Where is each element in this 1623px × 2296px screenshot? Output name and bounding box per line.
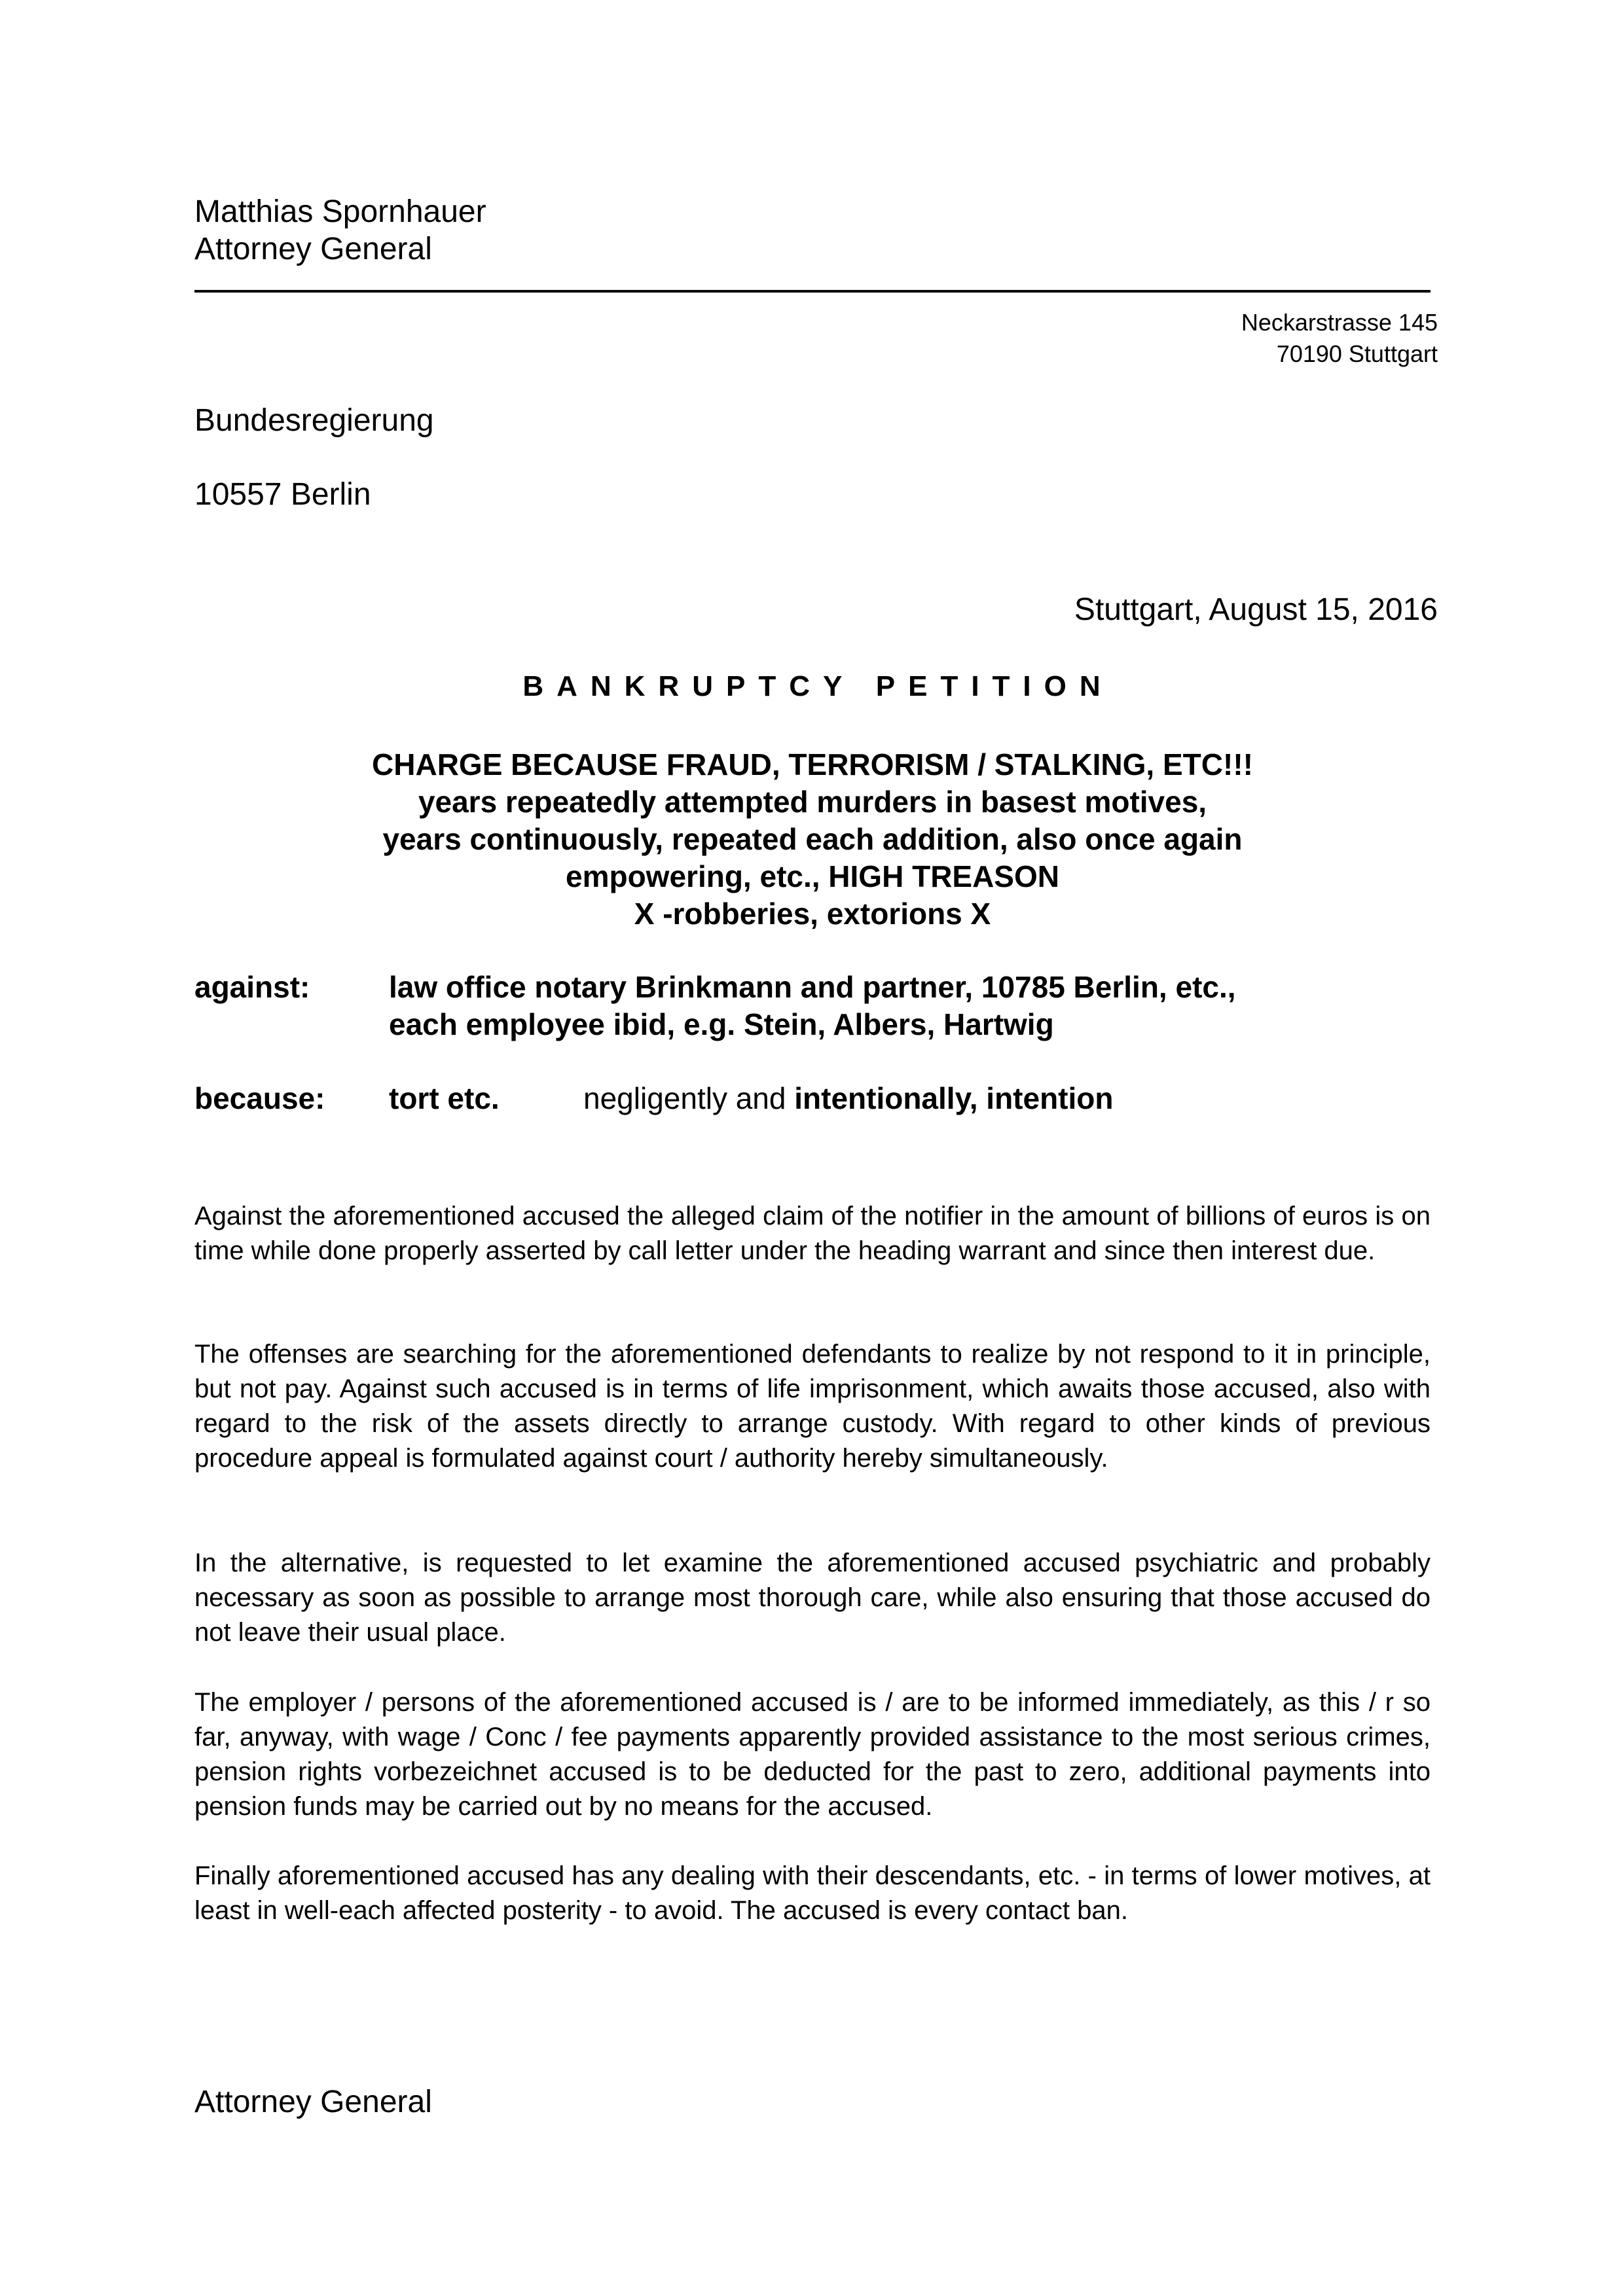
closing-signature: Attorney General	[194, 2085, 432, 2119]
body-paragraph: Against the aforementioned accused the alleged claim of the notifier in the amount of billions of euros is on time while done properly asserted by call letter under the heading warrant and since then interest due.	[194, 1202, 1431, 1265]
body-paragraph: The employer / persons of the aforementioned accused is / are to be informed immediately, as this / r so far, anyway, with wage / Conc / fee payments apparently provided assistance to the most serious crimes, pension rights vorbezeichnet accused is to be deducted for the past to zero, additional payments into pension funds may be carried out by no means for the accused.	[194, 1688, 1431, 1821]
sender-name: Matthias Spornhauer	[194, 194, 486, 229]
body-paragraph: Finally aforementioned accused has any dealing with their descendants, etc. - in terms of lower motives, at least in well-each affected posterity - to avoid. The accused is every contact ban.	[194, 1861, 1431, 1925]
against-label: against:	[194, 970, 310, 1004]
charge-line: years repeatedly attempted murders in basest motives,	[418, 785, 1207, 819]
header-divider	[194, 290, 1431, 293]
charge-line: empowering, etc., HIGH TREASON	[566, 859, 1059, 893]
recipient-name: Bundesregierung	[194, 403, 434, 438]
against-line: each employee ibid, e.g. Stein, Albers, Hartwig	[389, 1007, 1054, 1041]
against-line: law office notary Brinkmann and partner, 10785 Berlin, etc.,	[389, 970, 1236, 1004]
because-detail-normal: negligently and	[583, 1081, 795, 1115]
body-paragraph: The offenses are searching for the aforementioned defendants to realize by not respond to it in principle, but not pay. Against such accused is in terms of life imprisonment, which awaits those accused, also with regard to the risk of the assets directly to arrange custody. With regard to other kinds of previous procedure appeal is formulated against court / authority hereby simultaneously.	[194, 1340, 1431, 1473]
date-line: Stuttgart, August 15, 2016	[1074, 592, 1438, 627]
because-detail	[583, 1080, 1113, 1117]
charge-line: X -robberies, extorions X	[634, 897, 991, 931]
because-label: because:	[194, 1081, 325, 1115]
sender-address-city: 70190 Stuttgart	[1276, 340, 1438, 367]
because-detail-bold: intentionally, intention	[794, 1081, 1114, 1115]
sender-address-street: Neckarstrasse 145	[1241, 309, 1438, 336]
charge-line: years continuously, repeated each addition, also once again	[382, 822, 1243, 856]
recipient-city: 10557 Berlin	[194, 477, 371, 512]
because-value: tort etc.	[389, 1081, 500, 1115]
sender-title: Attorney General	[194, 232, 432, 266]
charge-line: CHARGE BECAUSE FRAUD, TERRORISM / STALKING, ETC!!!	[372, 747, 1253, 781]
charge-block	[194, 746, 1431, 933]
document-title: BANKRUPTCY PETITION	[522, 670, 1114, 702]
body-paragraph: In the alternative, is requested to let examine the aforementioned accused psychiatric and probably necessary as soon as possible to arrange most thorough care, while also ensuring that those accused do not leave their usual place.	[194, 1549, 1431, 1647]
